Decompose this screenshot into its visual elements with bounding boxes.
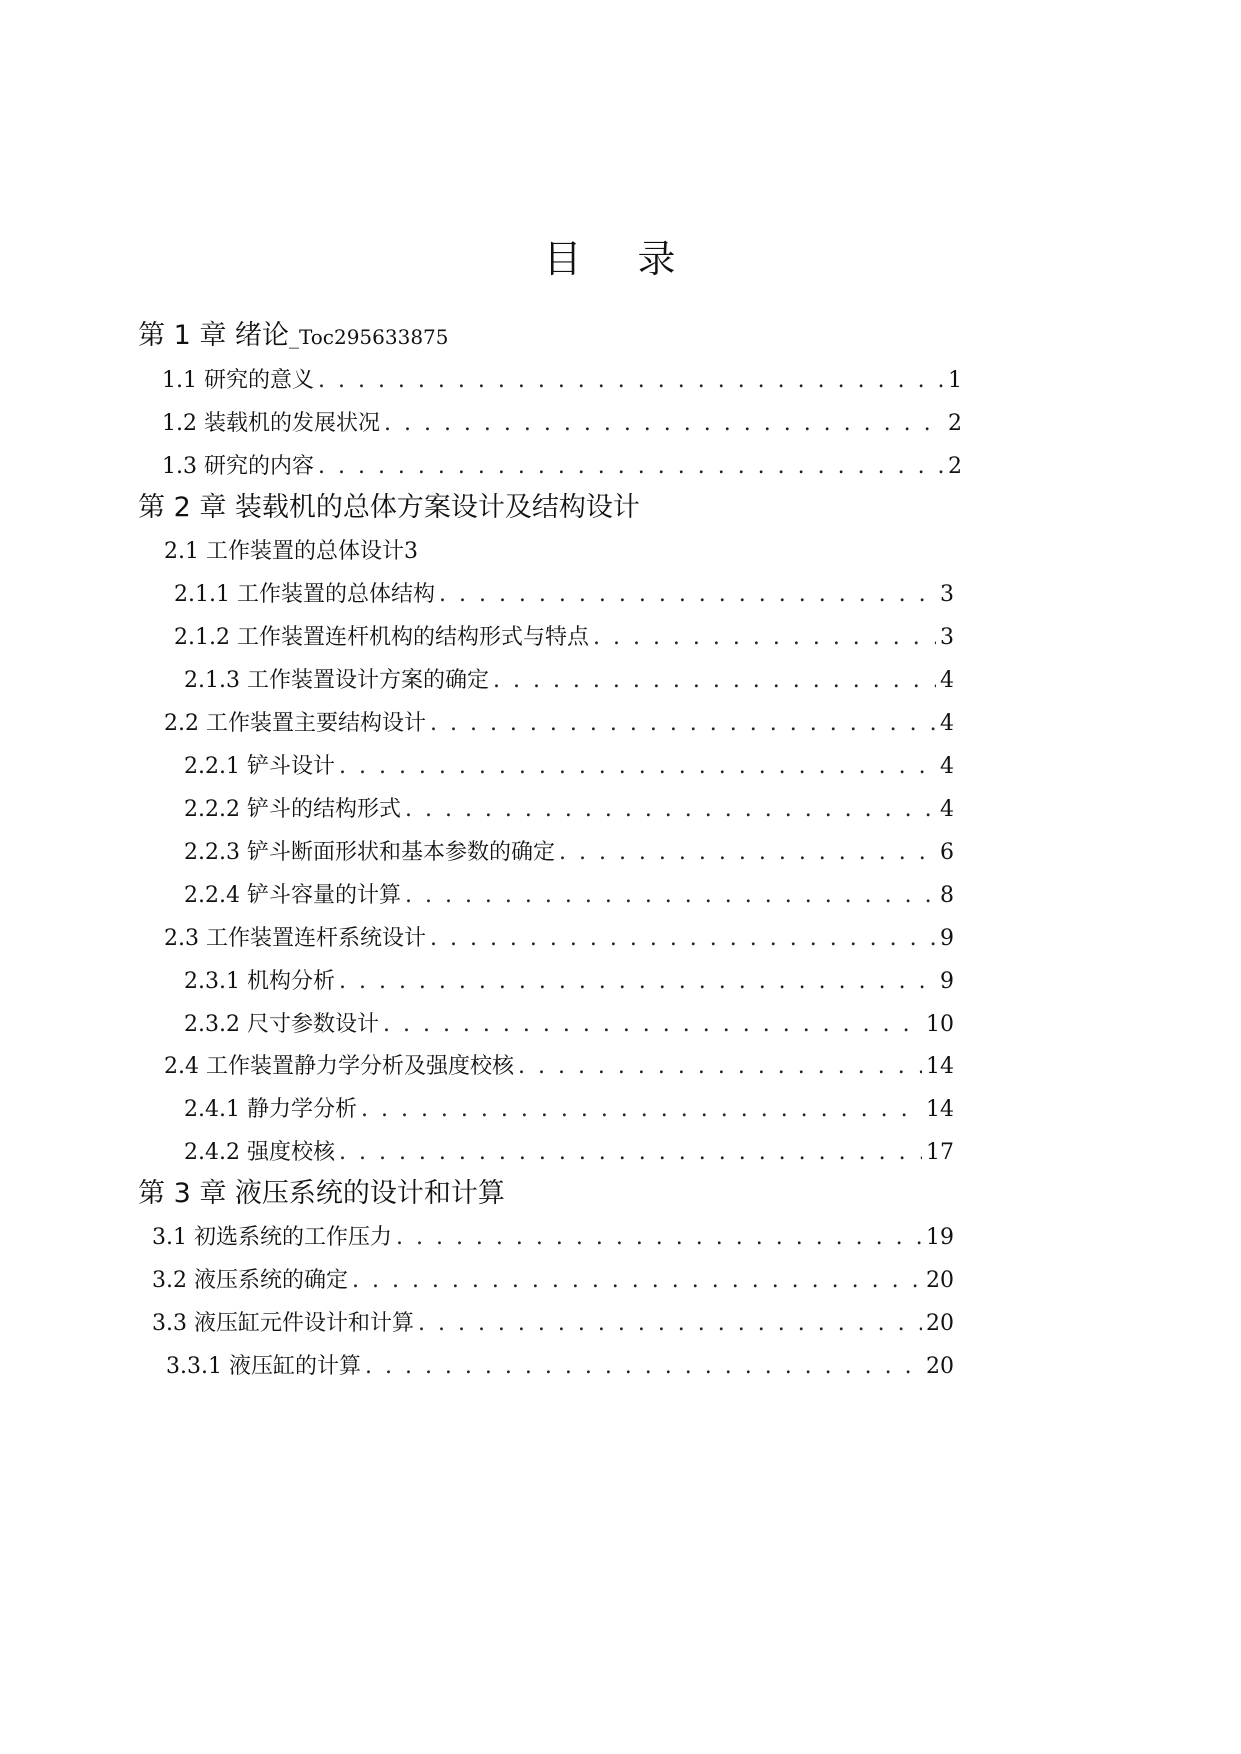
toc-entry-label: 2.1.2 工作装置连杆机构的结构形式与特点	[174, 625, 589, 650]
toc-entry[interactable]	[164, 924, 954, 954]
toc-entry[interactable]	[174, 580, 954, 610]
toc-page-number: 3	[940, 582, 954, 607]
toc-entry-label: 2.2.3 铲斗断面形状和基本参数的确定	[184, 840, 555, 865]
toc-leader-dots	[339, 1138, 922, 1168]
toc-entry[interactable]	[184, 838, 954, 868]
toc-entry[interactable]	[164, 709, 954, 739]
toc-page-number: 2	[948, 454, 962, 479]
toc-entry-label: 2.1.1 工作装置的总体结构	[174, 582, 435, 607]
toc-page-number: 14	[926, 1097, 954, 1122]
toc-page-number: 8	[940, 883, 954, 908]
toc-entry-label: 2.2.2 铲斗的结构形式	[184, 797, 401, 822]
toc-entry-label: 2.3.1 机构分析	[184, 969, 335, 994]
toc-entry-label: 2.3 工作装置连杆系统设计	[164, 926, 426, 951]
toc-page-number: 6	[940, 840, 954, 865]
toc-page-number: 4	[940, 668, 954, 693]
toc-page-number: 4	[940, 754, 954, 779]
toc-leader-dots	[405, 881, 936, 911]
toc-leader-dots	[430, 709, 936, 739]
toc-entry-label: 1.3 研究的内容	[162, 454, 314, 479]
toc-page-number: 3	[940, 625, 954, 650]
toc-leader-dots	[405, 795, 936, 825]
toc-leader-dots	[559, 838, 936, 868]
toc-page-number: 9	[940, 926, 954, 951]
toc-page-number: 17	[926, 1140, 954, 1165]
toc-leader-dots	[396, 1223, 922, 1253]
toc-entry-label: 2.3.2 尺寸参数设计	[184, 1012, 379, 1037]
toc-entry[interactable]	[184, 881, 954, 911]
toc-entry-label: 2.1 工作装置的总体设计3	[164, 539, 418, 564]
toc-leader-dots	[318, 452, 944, 482]
toc-page-number: 1	[948, 368, 962, 393]
toc-leader-dots	[493, 666, 936, 696]
toc-page-number: 9	[940, 969, 954, 994]
toc-entry[interactable]	[162, 366, 962, 396]
toc-page-number: 2	[948, 411, 962, 436]
toc-entry[interactable]	[184, 795, 954, 825]
toc-entry-label: 3.3 液压缸元件设计和计算	[152, 1311, 414, 1336]
toc-entry-label: 第 3 章 液压系统的设计和计算	[138, 1178, 505, 1209]
toc-leader-dots	[339, 967, 936, 997]
toc-page-number: 4	[940, 711, 954, 736]
toc-entry[interactable]	[184, 967, 954, 997]
toc-entry-label: 2.4 工作装置静力学分析及强度校核	[164, 1054, 514, 1079]
toc-entry[interactable]	[166, 1352, 954, 1382]
toc-leader-dots	[361, 1095, 922, 1125]
toc-entry-label: 3.3.1 液压缸的计算	[166, 1354, 361, 1379]
toc-leader-dots	[339, 752, 936, 782]
toc-page-number: 4	[940, 797, 954, 822]
toc-leader-dots	[383, 1010, 922, 1040]
toc-chapter-3[interactable]	[138, 1176, 505, 1212]
toc-entry-label: 3.2 液压系统的确定	[152, 1268, 348, 1293]
toc-entry-suffix: _Toc295633875	[288, 325, 449, 349]
toc-entry-label: 3.1 初选系统的工作压力	[152, 1225, 392, 1250]
toc-entry[interactable]	[184, 752, 954, 782]
toc-leader-dots	[418, 1309, 922, 1339]
toc-leader-dots	[518, 1052, 922, 1082]
toc-entry[interactable]	[184, 1010, 954, 1040]
toc-entry-label: 2.2.1 铲斗设计	[184, 754, 335, 779]
toc-entry-label: 1.1 研究的意义	[162, 368, 314, 393]
toc-entry-label: 第 1 章 绪论	[138, 320, 289, 351]
toc-page-number: 20	[926, 1311, 954, 1336]
page-title: 目 录	[543, 237, 698, 281]
toc-entry[interactable]	[164, 537, 418, 567]
toc-chapter-2[interactable]	[138, 490, 640, 526]
toc-entry[interactable]	[152, 1266, 954, 1296]
toc-leader-dots	[352, 1266, 922, 1296]
toc-entry[interactable]	[162, 452, 962, 482]
toc-page-number: 14	[926, 1054, 954, 1079]
toc-leader-dots	[318, 366, 944, 396]
toc-entry[interactable]	[152, 1223, 954, 1253]
toc-entry[interactable]	[164, 1052, 954, 1082]
toc-entry-label: 2.2.4 铲斗容量的计算	[184, 883, 401, 908]
toc-chapter-1[interactable]	[138, 318, 449, 355]
toc-entry[interactable]	[184, 1138, 954, 1168]
toc-entry-label: 2.4.1 静力学分析	[184, 1097, 357, 1122]
toc-leader-dots	[384, 409, 944, 439]
toc-entry[interactable]	[184, 666, 954, 696]
toc-page-number: 19	[926, 1225, 954, 1250]
toc-page-number: 20	[926, 1268, 954, 1293]
toc-page-number: 10	[926, 1012, 954, 1037]
toc-entry-label: 第 2 章 装载机的总体方案设计及结构设计	[138, 492, 640, 523]
toc-entry[interactable]	[162, 409, 962, 439]
toc-entry-label: 2.4.2 强度校核	[184, 1140, 335, 1165]
toc-leader-dots	[430, 924, 936, 954]
toc-entry-label: 2.1.3 工作装置设计方案的确定	[184, 668, 489, 693]
toc-leader-dots	[365, 1352, 922, 1382]
toc-page-number: 20	[926, 1354, 954, 1379]
toc-entry[interactable]	[174, 623, 954, 653]
toc-entry-label: 1.2 装载机的发展状况	[162, 411, 380, 436]
toc-entry[interactable]	[152, 1309, 954, 1339]
toc-entry[interactable]	[184, 1095, 954, 1125]
toc-leader-dots	[439, 580, 936, 610]
toc-entry-label: 2.2 工作装置主要结构设计	[164, 711, 426, 736]
toc-leader-dots	[593, 623, 936, 653]
